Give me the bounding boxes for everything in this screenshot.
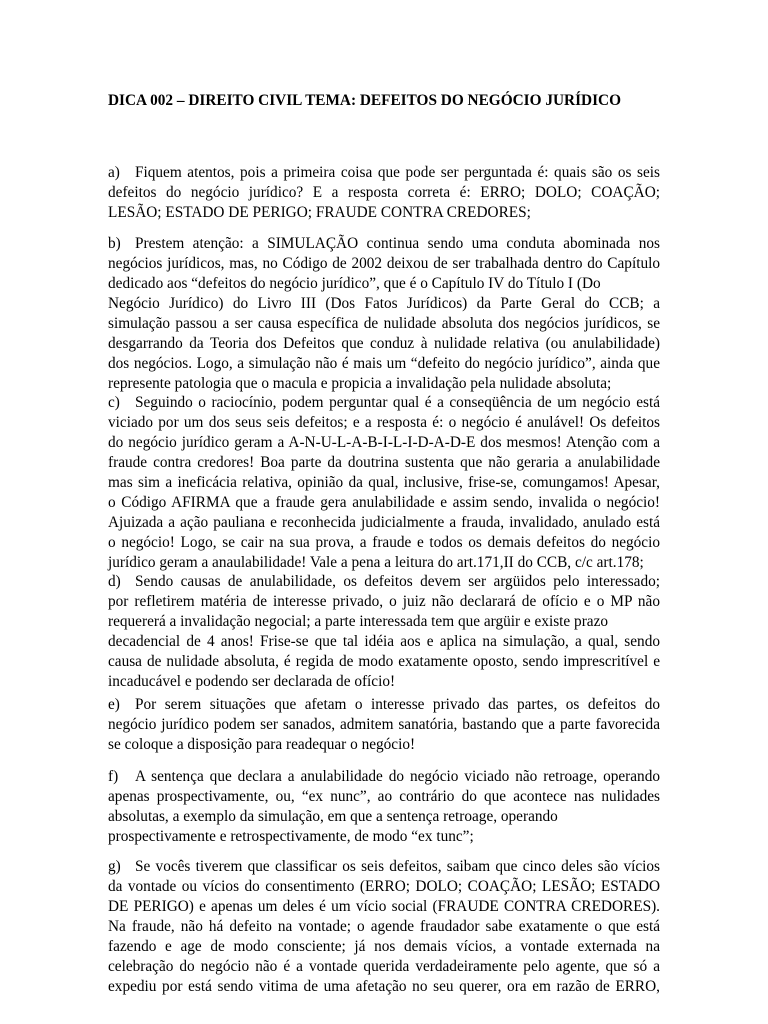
paragraph-line: apenas prospectivamente, ou, “ex nunc”, ao contrário do que acontece nas nulidades	[108, 788, 660, 805]
paragraph-marker: c)	[108, 394, 120, 411]
paragraph-line: dedicado aos “defeitos do negócio jurídico”, que é o Capítulo IV do Título I (Do	[108, 275, 601, 292]
paragraph-marker: b)	[108, 235, 121, 252]
paragraph-line: Na fraude, não há defeito na vontade; o agende fraudador sabe exatamente o que está	[108, 918, 660, 935]
paragraph-line: causa de nulidade absoluta, é regida de modo exatamente oposto, sendo imprescritível e	[108, 653, 660, 670]
paragraph-line: jurídico geram a anaulabilidade! Vale a pena a leitura do art.171,II do CCB, c/c art.178;	[108, 554, 644, 571]
paragraph-line: Ajuizada a ação pauliana e reconhecida judicialmente a frauda, invalidado, anulado está	[108, 514, 660, 531]
paragraph-line: a) Fiquem atentos, pois a primeira coisa que pode ser perguntada é: quais são os seis	[108, 164, 660, 181]
paragraph-line: simulação passou a ser causa específica de nulidade absoluta dos negócios jurídicos, se	[108, 315, 660, 332]
paragraph-marker: f)	[108, 768, 119, 785]
paragraph-line: o negócio! Logo, se cair na sua prova, a fraude e todos os demais defeitos do negócio	[108, 534, 660, 551]
paragraph-line: do negócio jurídico geram a A-N-U-L-A-B-I-L-I-D-A-D-E dos mesmos! Atenção com a	[108, 434, 660, 451]
paragraph-marker: a)	[108, 164, 120, 181]
paragraph-line: negócio jurídico podem ser sanados, admitem sanatória, bastando que a parte favorecida	[108, 716, 660, 733]
paragraph-line: expediu por está sendo vitima de uma afetação no seu querer, ora em razão de ERRO,	[108, 978, 660, 995]
paragraph-line: DE PERIGO) e apenas um deles é um vício social (FRAUDE CONTRA CREDORES).	[108, 898, 660, 915]
paragraph-a	[108, 163, 660, 223]
paragraph-line: negócios jurídicos, mas, no Código de 2002 deixou de ser trabalhada dentro do Capítulo	[108, 255, 660, 272]
paragraph-marker: d)	[108, 573, 121, 590]
paragraph-line: decadencial de 4 anos! Frise-se que tal idéia aos e aplica na simulação, a qual, sendo	[108, 633, 660, 650]
paragraph-marker: e)	[108, 696, 120, 713]
paragraph-line: da vontade ou vícios do consentimento (ERRO; DOLO; COAÇÃO; LESÃO; ESTADO	[108, 878, 660, 895]
paragraph-c	[108, 393, 660, 573]
paragraph-e	[108, 695, 660, 755]
paragraph-line: g) Se vocês tiverem que classificar os seis defeitos, saibam que cinco deles são vícios	[108, 858, 660, 875]
paragraph-line: defeitos do negócio jurídico? E a resposta correta é: ERRO; DOLO; COAÇÃO;	[108, 184, 660, 201]
paragraph-d	[108, 572, 660, 692]
paragraph-line: mas sim a ineficácia relativa, opinião da qual, inclusive, frise-se, comungamos! Apesar,	[108, 474, 660, 491]
paragraph-line: fraude contra credores! Boa parte da doutrina sustenta que não geraria a anulabilidade	[108, 454, 660, 471]
paragraph-line: dos negócios. Logo, a simulação não é mais um “defeito do negócio jurídico”, ainda que	[108, 355, 660, 372]
paragraph-line: requererá a invalidação negocial; a parte interessada tem que argüir e existe prazo	[108, 613, 609, 630]
paragraph-line: LESÃO; ESTADO DE PERIGO; FRAUDE CONTRA CREDORES;	[108, 204, 531, 221]
paragraph-line: b) Prestem atenção: a SIMULAÇÃO continua sendo uma conduta abominada nos	[108, 235, 660, 252]
paragraph-line: por refletirem matéria de interesse privado, o juiz não declarará de ofício e o MP não	[108, 593, 660, 610]
paragraph-line: o Código AFIRMA que a fraude gera anulabilidade e assim sendo, invalida o negócio!	[108, 494, 660, 511]
paragraph-line: represente patologia que o macula e propicia a invalidação pela nulidade absoluta;	[108, 375, 612, 392]
paragraph-line: e) Por serem situações que afetam o interesse privado das partes, os defeitos do	[108, 696, 660, 713]
document-title: DICA 002 – DIREITO CIVIL TEMA: DEFEITOS DO NEGÓCIO JURÍDICO	[108, 92, 621, 109]
paragraph-f	[108, 767, 660, 847]
paragraph-g	[108, 857, 660, 997]
paragraph-b	[108, 234, 660, 394]
paragraph-marker: g)	[108, 858, 121, 875]
paragraph-line: prospectivamente e retrospectivamente, de modo “ex tunc”;	[108, 828, 474, 845]
paragraph-line: Negócio Jurídico) do Livro III (Dos Fatos Jurídicos) da Parte Geral do CCB; a	[108, 295, 660, 312]
paragraph-line: absolutas, a exemplo da simulação, em que a sentença retroage, operando	[108, 808, 558, 825]
paragraph-line: incaducável e podendo ser declarada de ofício!	[108, 673, 396, 690]
paragraph-line: c) Seguindo o raciocínio, podem perguntar qual é a conseqüência de um negócio está	[108, 394, 660, 411]
paragraph-line: se coloque a disposição para readequar o negócio!	[108, 736, 416, 753]
paragraph-line: viciado por um dos seus seis defeitos; e a resposta é: o negócio é anulável! Os defeitos	[108, 414, 660, 431]
paragraph-line: desgarrando da Teoria dos Defeitos que conduz à nulidade relativa (ou anulabilidade)	[108, 335, 660, 352]
paragraph-line: fazendo e age de modo consciente; já nos demais vícios, a vontade externada na	[108, 938, 660, 955]
paragraph-line: d) Sendo causas de anulabilidade, os defeitos devem ser argüidos pelo interessado;	[108, 573, 660, 590]
paragraph-line: f) A sentença que declara a anulabilidade do negócio viciado não retroage, operando	[108, 768, 660, 785]
paragraph-line: celebração do negócio não é a vontade querida verdadeiramente pelo agente, que só a	[108, 958, 660, 975]
